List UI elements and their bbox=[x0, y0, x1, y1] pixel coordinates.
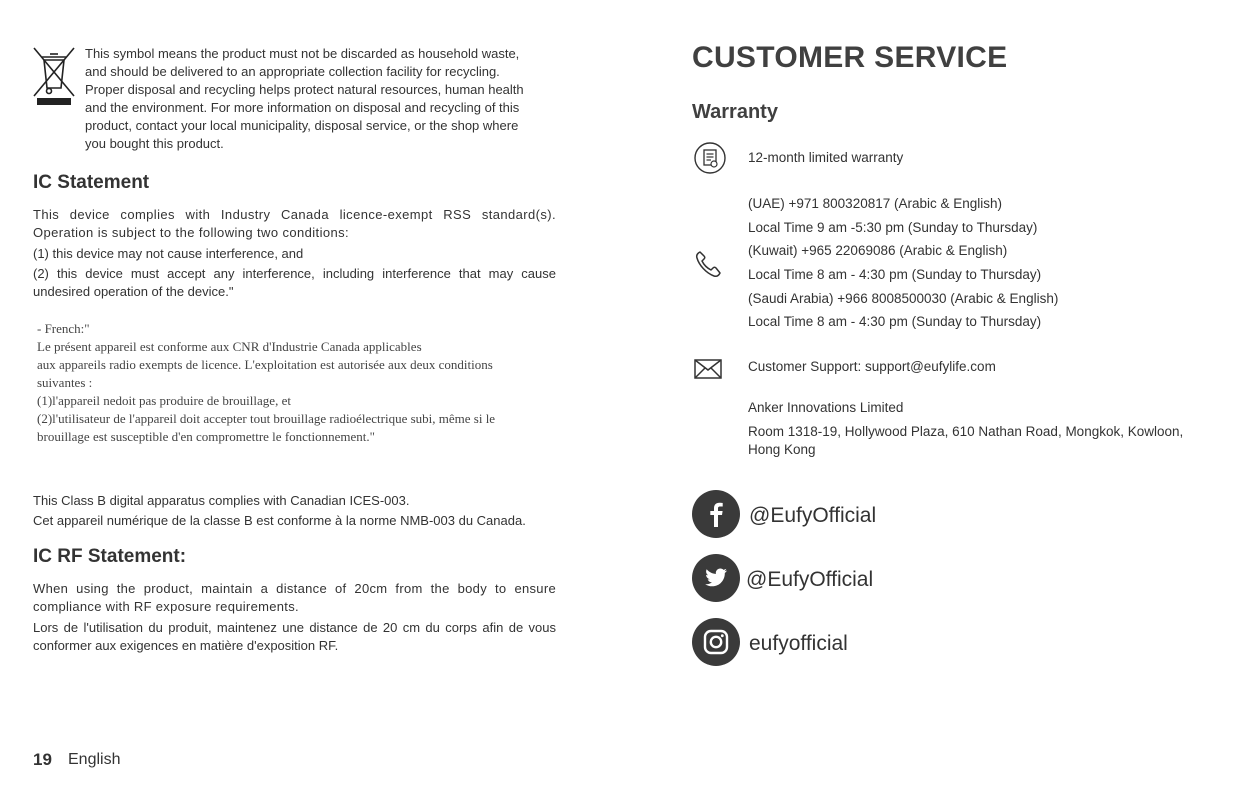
french-line: suivantes : bbox=[37, 375, 93, 390]
warranty-heading: Warranty bbox=[692, 101, 778, 123]
phone-icon bbox=[694, 249, 724, 284]
weee-line: and should be delivered to an appropriate collection facility for recycling. bbox=[85, 64, 500, 79]
customer-service-title: CUSTOMER SERVICE bbox=[692, 41, 1008, 74]
twitter-handle[interactable]: @EufyOfficial bbox=[746, 568, 874, 591]
ic-statement-p3: (2) this device must accept any interference, including interference that may cause undesired operation of the device." bbox=[33, 266, 556, 299]
ic-rf-p2: Lors de l'utilisation du produit, maintenez une distance de 20 cm du corps afin de vous conformer aux exigences en matière d'exposition RF. bbox=[33, 620, 556, 653]
twitter-icon[interactable] bbox=[692, 554, 740, 602]
envelope-icon bbox=[694, 359, 722, 384]
weee-line: Proper disposal and recycling helps protect natural resources, human health bbox=[85, 82, 524, 97]
company-name: Anker Innovations Limited bbox=[748, 400, 904, 415]
ic-statement-p1: This device complies with Industry Canada licence-exempt RSS standard(s). Operation is subject to the following two conditions: bbox=[33, 207, 556, 240]
french-line: - French:" bbox=[37, 321, 90, 336]
warranty-document-icon bbox=[694, 142, 726, 179]
french-line: (2)l'utilisateur de l'appareil doit accepter tout brouillage radioélectrique subi, même si le bbox=[37, 411, 496, 426]
instagram-icon[interactable] bbox=[692, 618, 740, 666]
ic-statement-heading: IC Statement bbox=[33, 172, 150, 193]
weee-line: product, contact your local municipality, disposal service, or the shop where bbox=[85, 118, 519, 133]
facebook-handle[interactable]: @EufyOfficial bbox=[749, 504, 877, 527]
ic-statement-p2: (1) this device may not cause interference, and bbox=[33, 246, 304, 261]
phone-line: Local Time 8 am - 4:30 pm (Sunday to Thursday) bbox=[748, 314, 1042, 329]
weee-bin-icon bbox=[33, 46, 75, 108]
page-language: English bbox=[68, 751, 121, 768]
facebook-icon[interactable] bbox=[692, 490, 740, 538]
page-number: 19 bbox=[33, 750, 52, 769]
ic-rf-heading: IC RF Statement: bbox=[33, 546, 187, 567]
weee-line: and the environment. For more information on disposal and recycling of this bbox=[85, 100, 520, 115]
phone-line: Local Time 8 am - 4:30 pm (Sunday to Thursday) bbox=[748, 267, 1042, 282]
french-line: aux appareils radio exempts de licence. L'exploitation est autorisée aux deux conditions bbox=[37, 357, 493, 372]
french-line: Le présent appareil est conforme aux CNR d'Industrie Canada applicables bbox=[37, 339, 422, 354]
weee-line: This symbol means the product must not be discarded as household waste, bbox=[85, 46, 520, 61]
phone-line: Local Time 9 am -5:30 pm (Sunday to Thursday) bbox=[748, 220, 1038, 235]
class-b-french: Cet appareil numérique de la classe B est conforme à la norme NMB-003 du Canada. bbox=[33, 513, 526, 528]
customer-support-email[interactable]: Customer Support: support@eufylife.com bbox=[748, 359, 996, 374]
address-line: Hong Kong bbox=[748, 442, 816, 457]
ic-rf-p1: When using the product, maintain a distance of 20cm from the body to ensure compliance with RF exposure requirements. bbox=[33, 581, 556, 614]
phone-line: (UAE) +971 800320817 (Arabic & English) bbox=[748, 196, 1003, 211]
address-line: Room 1318-19, Hollywood Plaza, 610 Nathan Road, Mongkok, Kowloon, bbox=[748, 424, 1184, 439]
weee-notice bbox=[85, 45, 560, 153]
french-line: (1)l'appareil nedoit pas produire de brouillage, et bbox=[37, 393, 291, 408]
ic-statement-french bbox=[37, 320, 582, 446]
french-line: brouillage est susceptible d'en compromettre le fonctionnement." bbox=[37, 429, 375, 444]
phone-line: (Saudi Arabia) +966 8008500030 (Arabic & English) bbox=[748, 291, 1059, 306]
class-b-english: This Class B digital apparatus complies with Canadian ICES-003. bbox=[33, 493, 410, 508]
warranty-text: 12-month limited warranty bbox=[748, 150, 904, 165]
instagram-handle[interactable]: eufyofficial bbox=[749, 632, 848, 655]
phone-line: (Kuwait) +965 22069086 (Arabic & English) bbox=[748, 243, 1008, 258]
weee-line: you bought this product. bbox=[85, 136, 224, 151]
